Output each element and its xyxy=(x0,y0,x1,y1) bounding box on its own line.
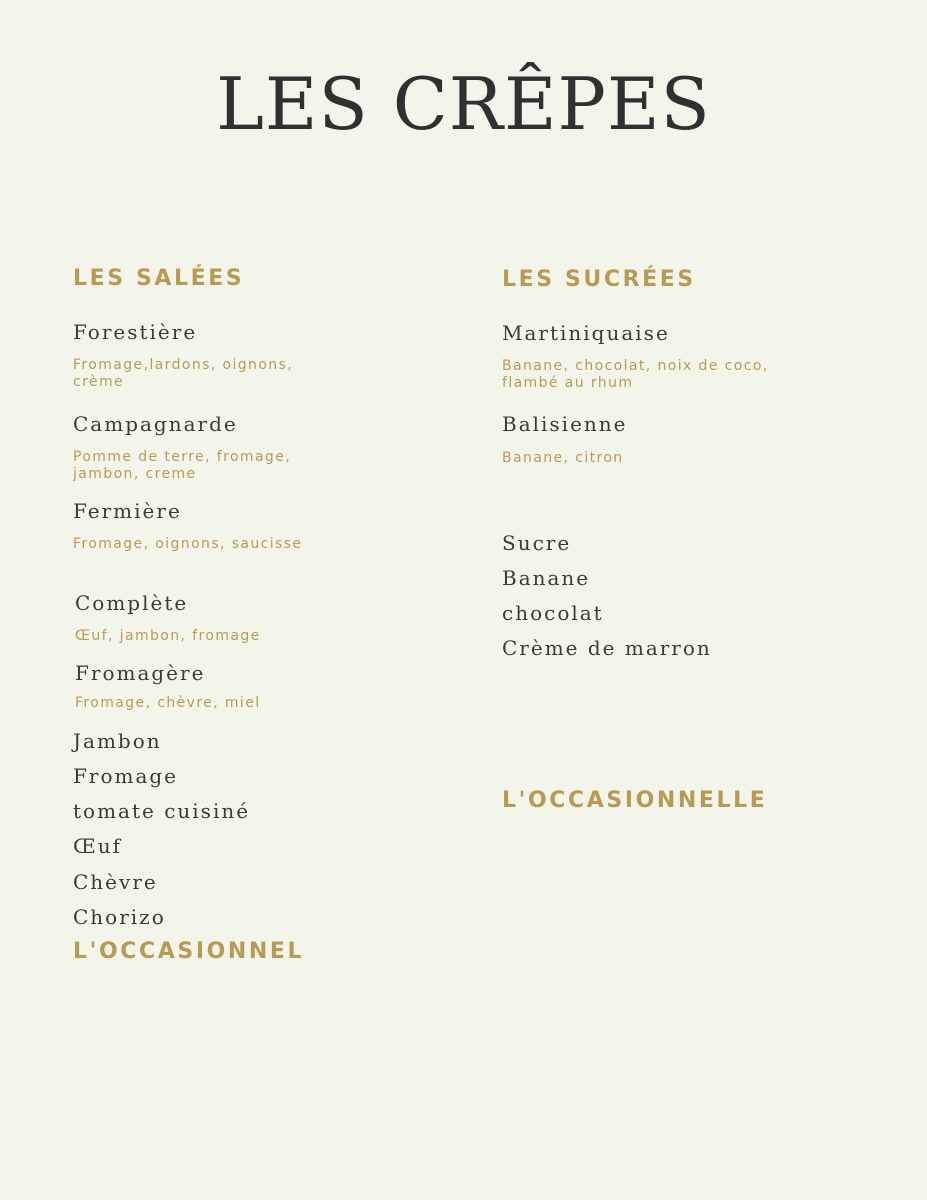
item-desc-forestiere: Fromage,lardons, oignons, crème xyxy=(73,357,294,390)
item-desc-martiniquaise: Banane, chocolat, noix de coco, flambé au rhum xyxy=(502,358,769,391)
item-desc-campagnarde: Pomme de terre, fromage, jambon, creme xyxy=(73,449,292,482)
simple-item-chocolat: chocolat xyxy=(502,601,604,625)
item-desc-complete: Œuf, jambon, fromage xyxy=(75,628,261,644)
simple-item-banane: Banane xyxy=(502,566,591,590)
simple-item-tomate: tomate cuisiné xyxy=(73,799,251,823)
item-name-martiniquaise: Martiniquaise xyxy=(502,321,670,345)
item-name-complete: Complète xyxy=(75,591,189,615)
simple-item-fromage: Fromage xyxy=(73,764,179,788)
item-desc-fromagere: Fromage, chèvre, miel xyxy=(75,695,261,711)
simple-item-chevre: Chèvre xyxy=(73,870,158,894)
item-desc-fermiere: Fromage, oignons, saucisse xyxy=(73,536,303,552)
item-name-balisienne: Balisienne xyxy=(502,412,628,436)
simple-item-jambon: Jambon xyxy=(73,729,162,753)
item-name-forestiere: Forestière xyxy=(73,320,198,344)
simple-item-chorizo: Chorizo xyxy=(73,905,166,929)
section-heading-occasionnelle: L'OCCASIONNELLE xyxy=(502,788,768,813)
menu-title: LES CRÊPES xyxy=(216,62,711,146)
section-heading-sucrees: LES SUCRÉES xyxy=(502,267,696,292)
section-heading-occasionnel: L'OCCASIONNEL xyxy=(73,939,305,964)
item-name-campagnarde: Campagnarde xyxy=(73,412,238,436)
simple-item-oeuf: Œuf xyxy=(73,834,123,858)
section-heading-salees: LES SALÉES xyxy=(73,266,245,291)
simple-item-creme-de-marron: Crème de marron xyxy=(502,636,712,660)
item-name-fermiere: Fermière xyxy=(73,499,182,523)
item-name-fromagere: Fromagère xyxy=(75,661,206,685)
item-desc-balisienne: Banane, citron xyxy=(502,450,624,466)
simple-item-sucre: Sucre xyxy=(502,531,572,555)
